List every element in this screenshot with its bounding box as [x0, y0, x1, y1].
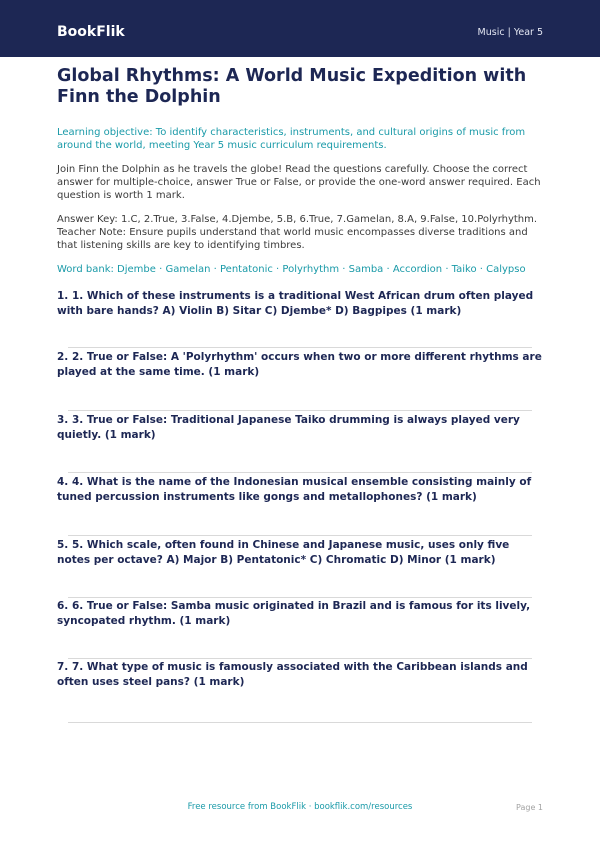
answer-line-5 — [68, 597, 532, 598]
subject-breadcrumb: Music | Year 5 — [477, 27, 543, 38]
question-2: 2. 2. True or False: A 'Polyrhythm' occurs when two or more different rhythms are played at the same time. (1 mark) — [57, 351, 542, 378]
answer-line-2 — [68, 410, 532, 411]
answer-line-1 — [68, 347, 532, 348]
answer-line-4 — [68, 535, 532, 536]
answer-line-6 — [68, 658, 532, 659]
question-5: 5. 5. Which scale, often found in Chinese and Japanese music, uses only five notes per octave? A) Major B) Pentatonic* C) Chromatic D) Minor (1 mark) — [57, 539, 510, 566]
learning-objective: Learning objective: To identify characteristics, instruments, and cultural origins of music from around the world, meeting Year 5 music curriculum requirements. — [57, 127, 526, 151]
question-7: 7. 7. What type of music is famously associated with the Caribbean islands and often uses steel pans? (1 mark) — [57, 661, 528, 688]
question-1: 1. 1. Which of these instruments is a traditional West African drum often played with bare hands? A) Violin B) Sitar C) Djembe* D) Bagpipes (1 mark) — [57, 290, 534, 317]
answer-line-3 — [68, 472, 532, 473]
worksheet-intro — [57, 66, 543, 276]
question-6: 6. 6. True or False: Samba music originated in Brazil and is famous for its lively, syncopated rhythm. (1 mark) — [57, 600, 531, 627]
question-4: 4. 4. What is the name of the Indonesian musical ensemble consisting mainly of tuned percussion instruments like gongs and metallophones? (1 mark) — [57, 476, 532, 503]
answer-line-7 — [68, 722, 532, 723]
answer-key: Answer Key: 1.C, 2.True, 3.False, 4.Djembe, 5.B, 6.True, 7.Gamelan, 8.A, 9.False, 10.Polyrhythm. Teacher Note: Ensure pupils understand that world music encompasses diverse traditions and that listening skills are key to identifying timbres. — [57, 214, 538, 251]
footer-resource-link[interactable]: Free resource from BookFlik · bookflik.com/resources — [187, 802, 413, 812]
page-title: Global Rhythms: A World Music Expedition with Finn the Dolphin — [57, 66, 527, 107]
brand-logo[interactable]: BookFlik — [57, 24, 125, 40]
instructions: Join Finn the Dolphin as he travels the globe! Read the questions carefully. Choose the correct answer for multiple-choice, answer True or False, or provide the one-word answer required. Each question is worth 1 mark. — [57, 164, 541, 201]
word-bank: Word bank: Djembe · Gamelan · Pentatonic · Polyrhythm · Samba · Accordion · Taiko · Calypso — [57, 264, 526, 275]
question-3: 3. 3. True or False: Traditional Japanese Taiko drumming is always played very quietly. (1 mark) — [57, 414, 520, 441]
top-bar — [0, 0, 600, 57]
page-number: Page 1 — [516, 803, 543, 812]
